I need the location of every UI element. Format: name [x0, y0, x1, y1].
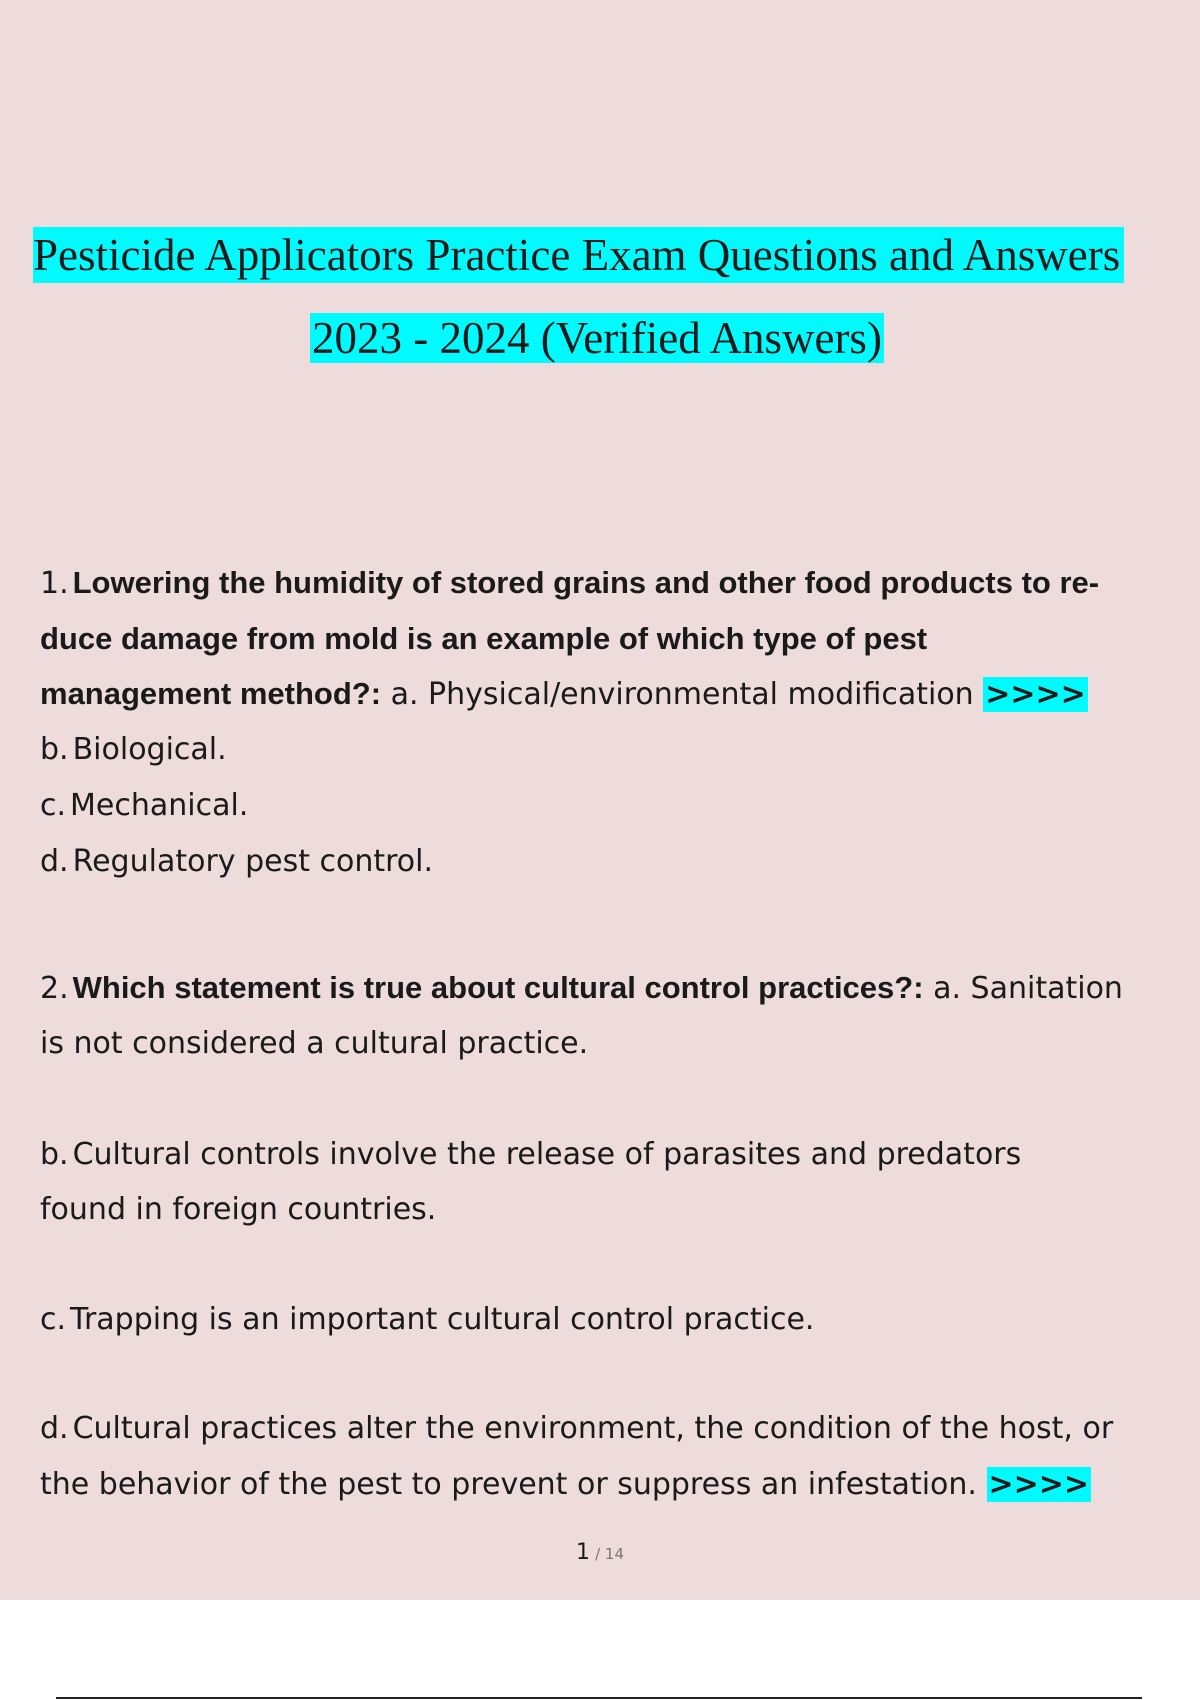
- option-letter: b.: [40, 1137, 69, 1172]
- current-page: 1: [575, 1540, 590, 1565]
- question-2-option-c: [40, 1292, 1190, 1348]
- total-pages: / 14: [595, 1545, 624, 1563]
- option-letter: c.: [40, 788, 67, 823]
- title-highlight-1: Pesticide Applicators Practice Exam Questions and Answers: [33, 227, 1124, 283]
- question-1-answer-a: a. Physical/environmental modification: [390, 677, 974, 712]
- question-1-option-c: [40, 778, 1190, 834]
- option-text: Mechanical.: [70, 788, 249, 823]
- option-letter: d.: [40, 844, 69, 879]
- question-1-text-end: management method?:: [40, 676, 382, 711]
- correct-answer-marker: >>>>: [988, 1467, 1090, 1502]
- question-1-text: Lowering the humidity of stored grains and other food products to re-: [72, 565, 1100, 600]
- title-highlight-2: 2023 - 2024 (Verified Answers): [312, 313, 882, 363]
- correct-answer-marker: >>>>: [985, 677, 1086, 712]
- option-text: Cultural practices alter the environment, the condition of the host, or: [72, 1411, 1114, 1446]
- question-2-answer-a-cont: is not considered a cultural practice.: [40, 1026, 589, 1061]
- page-number: [0, 1540, 1200, 1565]
- option-text: Cultural controls involve the release of parasites and predators: [72, 1137, 1022, 1172]
- option-text: Regulatory pest control.: [72, 844, 434, 879]
- question-2-option-d-cont: [40, 1457, 1190, 1513]
- question-2-option-b-cont: [40, 1182, 1190, 1238]
- question-1-line-1: [40, 555, 1190, 612]
- question-2-line-1: [40, 960, 1190, 1017]
- question-2-text: Which statement is true about cultural control practices?:: [72, 970, 924, 1005]
- question-2-number: 2.: [40, 971, 69, 1006]
- option-text: Trapping is an important cultural control practice.: [70, 1302, 815, 1337]
- option-text: the behavior of the pest to prevent or suppress an infestation.: [40, 1467, 977, 1502]
- option-text: found in foreign countries.: [40, 1192, 437, 1227]
- question-1-line-2: [40, 611, 1190, 668]
- question-2-line-2: [40, 1016, 1190, 1072]
- question-1-option-b: [40, 722, 1190, 778]
- bottom-divider: [56, 1697, 1142, 1699]
- question-1-line-3: [40, 666, 1190, 723]
- question-1-option-d: [40, 834, 1190, 890]
- document-title-line-2: [0, 310, 1200, 366]
- question-1-number: 1.: [40, 566, 69, 601]
- option-letter: d.: [40, 1411, 69, 1446]
- option-letter: c.: [40, 1302, 67, 1337]
- option-letter: b.: [40, 732, 69, 767]
- question-2-option-d: [40, 1401, 1190, 1457]
- question-2-answer-a: a. Sanitation: [933, 971, 1123, 1006]
- question-1-text-cont: duce damage from mold is an example of which type of pest: [40, 621, 928, 656]
- option-text: Biological.: [72, 732, 227, 767]
- question-2-option-b: [40, 1127, 1190, 1183]
